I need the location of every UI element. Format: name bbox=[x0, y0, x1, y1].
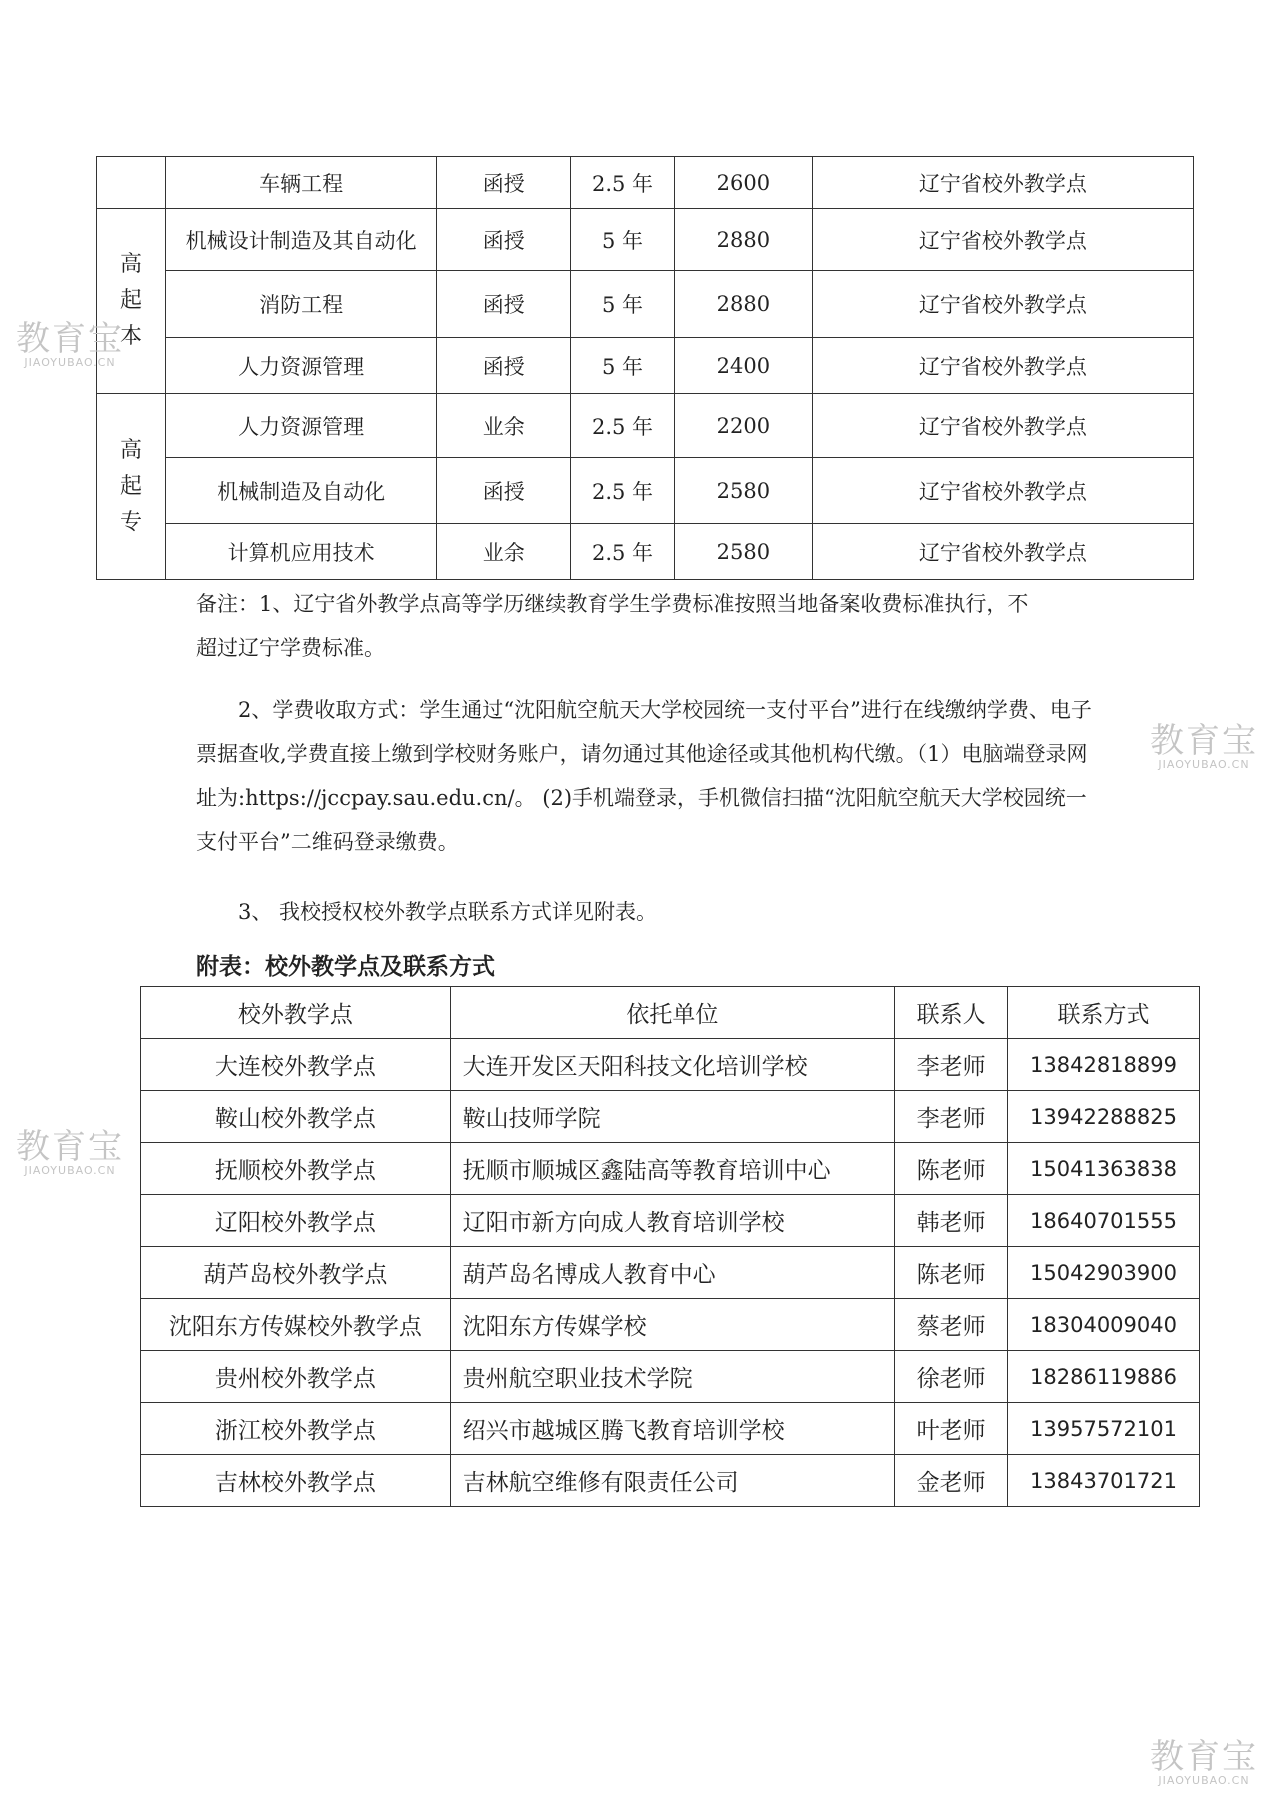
table-row bbox=[97, 209, 1194, 271]
person-cell: 叶老师 bbox=[895, 1403, 1008, 1455]
watermark-url: JIAOYUBAO.CN bbox=[1158, 758, 1250, 771]
person-cell: 金老师 bbox=[895, 1455, 1008, 1507]
phone-cell: 18304009040 bbox=[1008, 1299, 1200, 1351]
watermark-logo: 教育宝 bbox=[1150, 1737, 1258, 1777]
person-cell: 李老师 bbox=[895, 1039, 1008, 1091]
unit-cell: 吉林航空维修有限责任公司 bbox=[450, 1455, 895, 1507]
header-phone: 联系方式 bbox=[1008, 987, 1200, 1039]
years-cell: 5 年 bbox=[571, 338, 675, 394]
table-row bbox=[141, 1403, 1200, 1455]
note-3: 3、 我校授权校外教学点联系方式详见附表。 bbox=[238, 900, 658, 924]
unit-cell: 抚顺市顺城区鑫陆高等教育培训中心 bbox=[450, 1143, 895, 1195]
unit-cell: 绍兴市越城区腾飞教育培训学校 bbox=[450, 1403, 895, 1455]
person-cell: 韩老师 bbox=[895, 1195, 1008, 1247]
years-cell: 2.5 年 bbox=[571, 458, 675, 524]
table-header-row bbox=[141, 987, 1200, 1039]
phone-cell: 15041363838 bbox=[1008, 1143, 1200, 1195]
years-cell: 5 年 bbox=[571, 271, 675, 338]
header-site: 校外教学点 bbox=[141, 987, 451, 1039]
fee-cell: 2580 bbox=[674, 524, 812, 580]
unit-cell: 辽阳市新方向成人教育培训学校 bbox=[450, 1195, 895, 1247]
person-cell: 蔡老师 bbox=[895, 1299, 1008, 1351]
fee-table bbox=[96, 156, 1194, 580]
mode-cell: 函授 bbox=[437, 209, 571, 271]
fee-cell: 2600 bbox=[674, 157, 812, 209]
note-1-line-2: 超过辽宁学费标准。 bbox=[196, 636, 385, 660]
phone-cell: 13957572101 bbox=[1008, 1403, 1200, 1455]
level-cell bbox=[97, 394, 166, 580]
phone-cell: 18640701555 bbox=[1008, 1195, 1200, 1247]
years-cell: 5 年 bbox=[571, 209, 675, 271]
fee-cell: 2580 bbox=[674, 458, 812, 524]
table-row bbox=[141, 1195, 1200, 1247]
table-row bbox=[97, 394, 1194, 458]
major-cell: 人力资源管理 bbox=[165, 338, 436, 394]
site-cell: 辽宁省校外教学点 bbox=[812, 394, 1193, 458]
watermark bbox=[16, 1127, 124, 1177]
major-cell: 机械制造及自动化 bbox=[165, 458, 436, 524]
unit-cell: 贵州航空职业技术学院 bbox=[450, 1351, 895, 1403]
note-2: 2、学费收取方式：学生通过“沈阳航空航天大学校园统一支付平台”进行在线缴纳学费、电子票据查收,学费直接上缴到学校财务账户，请勿通过其他途径或其他机构代缴。（1）电脑端登录网址为:https://jccpay.sau.edu.cn/。 (2)手机端登录，手机微信扫描“沈阳航空航天大学校园统一支付平台”二维码登录缴费。 bbox=[196, 698, 1092, 854]
table-row bbox=[141, 1299, 1200, 1351]
table-row bbox=[97, 524, 1194, 580]
table-row bbox=[141, 1039, 1200, 1091]
site-cell: 辽宁省校外教学点 bbox=[812, 157, 1193, 209]
phone-cell: 13843701721 bbox=[1008, 1455, 1200, 1507]
mode-cell: 业余 bbox=[437, 394, 571, 458]
table-row bbox=[141, 1143, 1200, 1195]
phone-cell: 13942288825 bbox=[1008, 1091, 1200, 1143]
person-cell: 陈老师 bbox=[895, 1143, 1008, 1195]
fee-cell: 2400 bbox=[674, 338, 812, 394]
years-cell: 2.5 年 bbox=[571, 157, 675, 209]
major-cell: 计算机应用技术 bbox=[165, 524, 436, 580]
watermark bbox=[1150, 721, 1258, 771]
header-person: 联系人 bbox=[895, 987, 1008, 1039]
note-1 bbox=[196, 582, 1096, 670]
person-cell: 陈老师 bbox=[895, 1247, 1008, 1299]
table-row bbox=[141, 1247, 1200, 1299]
unit-cell: 沈阳东方传媒学校 bbox=[450, 1299, 895, 1351]
table-row bbox=[141, 1091, 1200, 1143]
fee-cell: 2880 bbox=[674, 271, 812, 338]
person-cell: 李老师 bbox=[895, 1091, 1008, 1143]
watermark-url: JIAOYUBAO.CN bbox=[24, 1164, 116, 1177]
site-cell: 吉林校外教学点 bbox=[141, 1455, 451, 1507]
level-label: 高起本 bbox=[119, 252, 142, 349]
table-row bbox=[141, 1351, 1200, 1403]
contact-table bbox=[140, 986, 1200, 1507]
site-cell: 辽宁省校外教学点 bbox=[812, 209, 1193, 271]
years-cell: 2.5 年 bbox=[571, 524, 675, 580]
mode-cell: 函授 bbox=[437, 458, 571, 524]
fee-cell: 2880 bbox=[674, 209, 812, 271]
site-cell: 抚顺校外教学点 bbox=[141, 1143, 451, 1195]
site-cell: 辽宁省校外教学点 bbox=[812, 524, 1193, 580]
watermark-url: JIAOYUBAO.CN bbox=[1158, 1774, 1250, 1787]
unit-cell: 大连开发区天阳科技文化培训学校 bbox=[450, 1039, 895, 1091]
fee-cell: 2200 bbox=[674, 394, 812, 458]
site-cell: 辽阳校外教学点 bbox=[141, 1195, 451, 1247]
major-cell: 消防工程 bbox=[165, 271, 436, 338]
phone-cell: 15042903900 bbox=[1008, 1247, 1200, 1299]
site-cell: 沈阳东方传媒校外教学点 bbox=[141, 1299, 451, 1351]
person-cell: 徐老师 bbox=[895, 1351, 1008, 1403]
watermark-logo: 教育宝 bbox=[16, 319, 124, 359]
site-cell: 贵州校外教学点 bbox=[141, 1351, 451, 1403]
watermark-logo: 教育宝 bbox=[16, 1127, 124, 1167]
site-cell: 辽宁省校外教学点 bbox=[812, 271, 1193, 338]
years-cell: 2.5 年 bbox=[571, 394, 675, 458]
site-cell: 浙江校外教学点 bbox=[141, 1403, 451, 1455]
phone-cell: 18286119886 bbox=[1008, 1351, 1200, 1403]
appendix-title: 附表：校外教学点及联系方式 bbox=[196, 953, 495, 980]
level-cell bbox=[97, 157, 166, 209]
table-row bbox=[97, 157, 1194, 209]
note-1-line-1: 备注：1、辽宁省外教学点高等学历继续教育学生学费标准按照当地备案收费标准执行，不 bbox=[196, 592, 1029, 616]
table-row bbox=[97, 338, 1194, 394]
major-cell: 车辆工程 bbox=[165, 157, 436, 209]
unit-cell: 鞍山技师学院 bbox=[450, 1091, 895, 1143]
site-cell: 辽宁省校外教学点 bbox=[812, 338, 1193, 394]
mode-cell: 函授 bbox=[437, 157, 571, 209]
mode-cell: 函授 bbox=[437, 271, 571, 338]
site-cell: 鞍山校外教学点 bbox=[141, 1091, 451, 1143]
site-cell: 大连校外教学点 bbox=[141, 1039, 451, 1091]
site-cell: 辽宁省校外教学点 bbox=[812, 458, 1193, 524]
watermark-url: JIAOYUBAO.CN bbox=[24, 356, 116, 369]
table-row bbox=[141, 1455, 1200, 1507]
watermark bbox=[1150, 1737, 1258, 1787]
phone-cell: 13842818899 bbox=[1008, 1039, 1200, 1091]
site-cell: 葫芦岛校外教学点 bbox=[141, 1247, 451, 1299]
mode-cell: 函授 bbox=[437, 338, 571, 394]
watermark-logo: 教育宝 bbox=[1150, 721, 1258, 761]
major-cell: 机械设计制造及其自动化 bbox=[165, 209, 436, 271]
mode-cell: 业余 bbox=[437, 524, 571, 580]
unit-cell: 葫芦岛名博成人教育中心 bbox=[450, 1247, 895, 1299]
header-unit: 依托单位 bbox=[450, 987, 895, 1039]
table-row bbox=[97, 458, 1194, 524]
major-cell: 人力资源管理 bbox=[165, 394, 436, 458]
table-row bbox=[97, 271, 1194, 338]
level-label: 高起专 bbox=[119, 437, 142, 535]
watermark bbox=[16, 319, 124, 369]
